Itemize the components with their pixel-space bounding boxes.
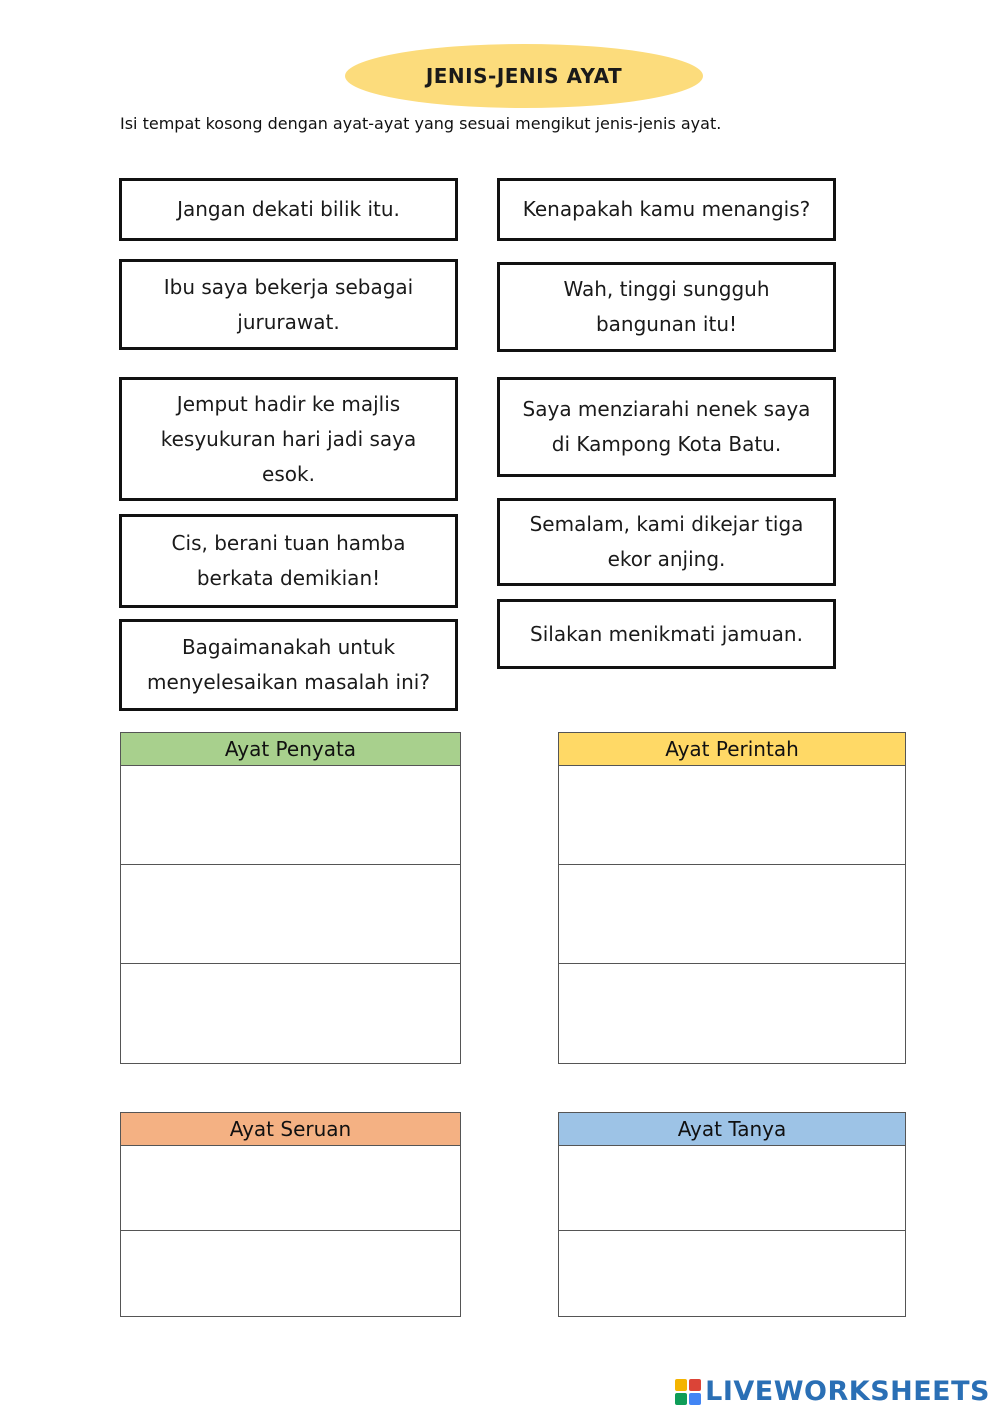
table-ayat-perintah	[558, 732, 906, 1064]
drop-slot[interactable]	[121, 1231, 460, 1316]
table-ayat-penyata	[120, 732, 461, 1064]
sentence-card[interactable]: Bagaimanakah untuk menyelesaikan masalah ini?	[119, 619, 458, 711]
liveworksheets-branding	[675, 1376, 990, 1407]
sentence-card[interactable]: Kenapakah kamu menangis?	[497, 178, 836, 241]
title-banner	[345, 44, 703, 108]
drop-slot[interactable]	[121, 865, 460, 964]
sentence-card[interactable]: Silakan menikmati jamuan.	[497, 599, 836, 669]
drop-slot[interactable]	[559, 865, 905, 964]
sentence-card[interactable]: Ibu saya bekerja sebagai jururawat.	[119, 259, 458, 350]
sentence-card[interactable]: Wah, tinggi sungguh bangunan itu!	[497, 262, 836, 352]
instruction-text: Isi tempat kosong dengan ayat-ayat yang sesuai mengikut jenis-jenis ayat.	[120, 114, 722, 133]
sentence-card[interactable]: Saya menziarahi nenek saya di Kampong Kota Batu.	[497, 377, 836, 477]
drop-slot[interactable]	[121, 766, 460, 865]
drop-slot[interactable]	[559, 1146, 905, 1231]
table-ayat-tanya	[558, 1112, 906, 1317]
sentence-card[interactable]: Semalam, kami dikejar tiga ekor anjing.	[497, 498, 836, 586]
drop-slot[interactable]	[559, 1231, 905, 1316]
table-header: Ayat Seruan	[121, 1113, 460, 1146]
table-ayat-seruan	[120, 1112, 461, 1317]
sentence-card[interactable]: Jemput hadir ke majlis kesyukuran hari jadi saya esok.	[119, 377, 458, 501]
drop-slot[interactable]	[559, 964, 905, 1063]
table-header: Ayat Penyata	[121, 733, 460, 766]
worksheet-title: JENIS-JENIS AYAT	[425, 64, 623, 88]
drop-slot[interactable]	[559, 766, 905, 865]
sentence-card[interactable]: Jangan dekati bilik itu.	[119, 178, 458, 241]
liveworksheets-logo-icon	[675, 1379, 701, 1405]
table-header: Ayat Tanya	[559, 1113, 905, 1146]
brand-name: LIVEWORKSHEETS	[705, 1376, 990, 1407]
drop-slot[interactable]	[121, 1146, 460, 1231]
sentence-card[interactable]: Cis, berani tuan hamba berkata demikian!	[119, 514, 458, 608]
table-header: Ayat Perintah	[559, 733, 905, 766]
drop-slot[interactable]	[121, 964, 460, 1063]
